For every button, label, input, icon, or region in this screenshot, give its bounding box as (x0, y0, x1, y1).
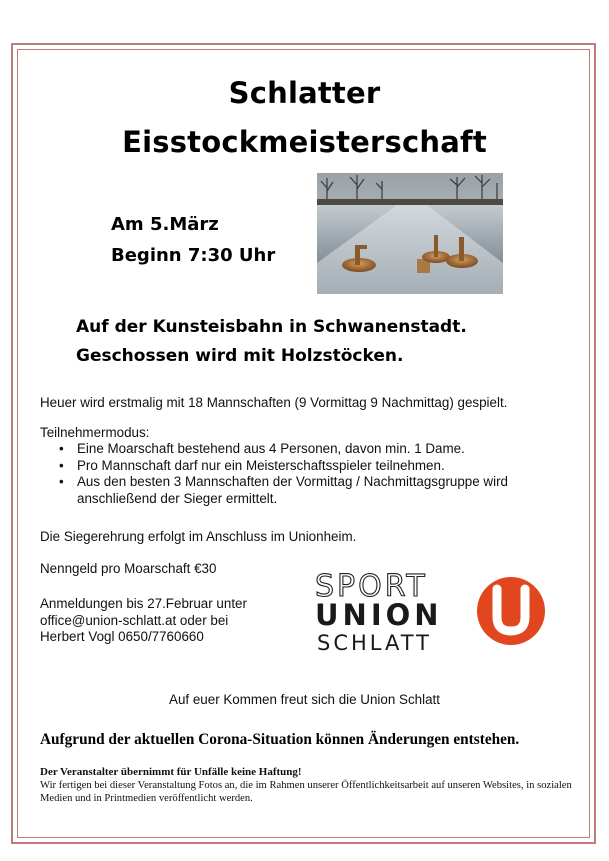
registration-block (40, 596, 247, 646)
list-item: • Pro Mannschaft darf nur ein Meisterschaftsspieler teilnehmen. (59, 457, 445, 473)
logo-graphic (301, 563, 559, 658)
bullet-icon: • (59, 457, 64, 473)
registration-email: office@union-schlatt.at oder bei (40, 612, 229, 628)
curling-on-ice-photo-icon (317, 173, 503, 294)
venue-line: Auf der Kunsteisbahn in Schwanenstadt. (76, 317, 467, 337)
ceremony-text: Die Siegerehrung erfolgt im Anschluss im Unionheim. (40, 529, 357, 544)
stick-type-line: Geschossen wird mit Holzstöcken. (76, 346, 404, 366)
logo-word-union: UNION (315, 598, 443, 632)
title-line-2: Eisstockmeisterschaft (122, 125, 487, 159)
venue-block (76, 313, 467, 371)
curling-photo (317, 173, 503, 294)
intro-text: Heuer wird erstmalig mit 18 Mannschaften (9 Vormittag 9 Nachmittag) gespielt. (40, 395, 508, 410)
fee-text: Nenngeld pro Moarschaft €30 (40, 561, 217, 576)
list-item: • Aus den besten 3 Mannschaften der Vormittag / Nachmittagsgruppe wird anschließend der Sieger ermittelt. (59, 474, 508, 506)
bullet-icon: • (59, 441, 64, 456)
logo-word-schlatt: SCHLATT (317, 631, 432, 655)
photo-notice: Wir fertigen bei dieser Veranstaltung Fotos an, die im Rahmen unserer Öffentlichkeitsarbeit auf unseren Websites, in sozialen Medien und in Printmedien veröffentlicht werden. (40, 780, 572, 804)
date-block (111, 209, 275, 271)
rules-list (40, 441, 570, 507)
registration-deadline: Anmeldungen bis 27.Februar unter (40, 596, 247, 611)
mode-label: Teilnehmermodus: (40, 425, 150, 440)
bullet-icon: • (59, 474, 64, 489)
corona-notice: Aufgrund der aktuellen Corona-Situation können Änderungen entstehen. (40, 731, 520, 748)
registration-phone: Herbert Vogl 0650/7760660 (40, 629, 204, 644)
closing-text: Auf euer Kommen freut sich die Union Schlatt (169, 692, 440, 707)
liability-notice: Der Veranstalter übernimmt für Unfälle keine Haftung! (40, 766, 302, 778)
event-date: Am 5.März (111, 214, 219, 235)
title-line-1: Schlatter (228, 76, 381, 110)
event-start: Beginn 7:30 Uhr (111, 245, 276, 266)
logo-word-sport: SPORT (315, 569, 428, 604)
sport-union-schlatt-logo (301, 563, 559, 658)
list-item: • Eine Moarschaft bestehend aus 4 Personen, davon min. 1 Dame. (59, 441, 465, 456)
